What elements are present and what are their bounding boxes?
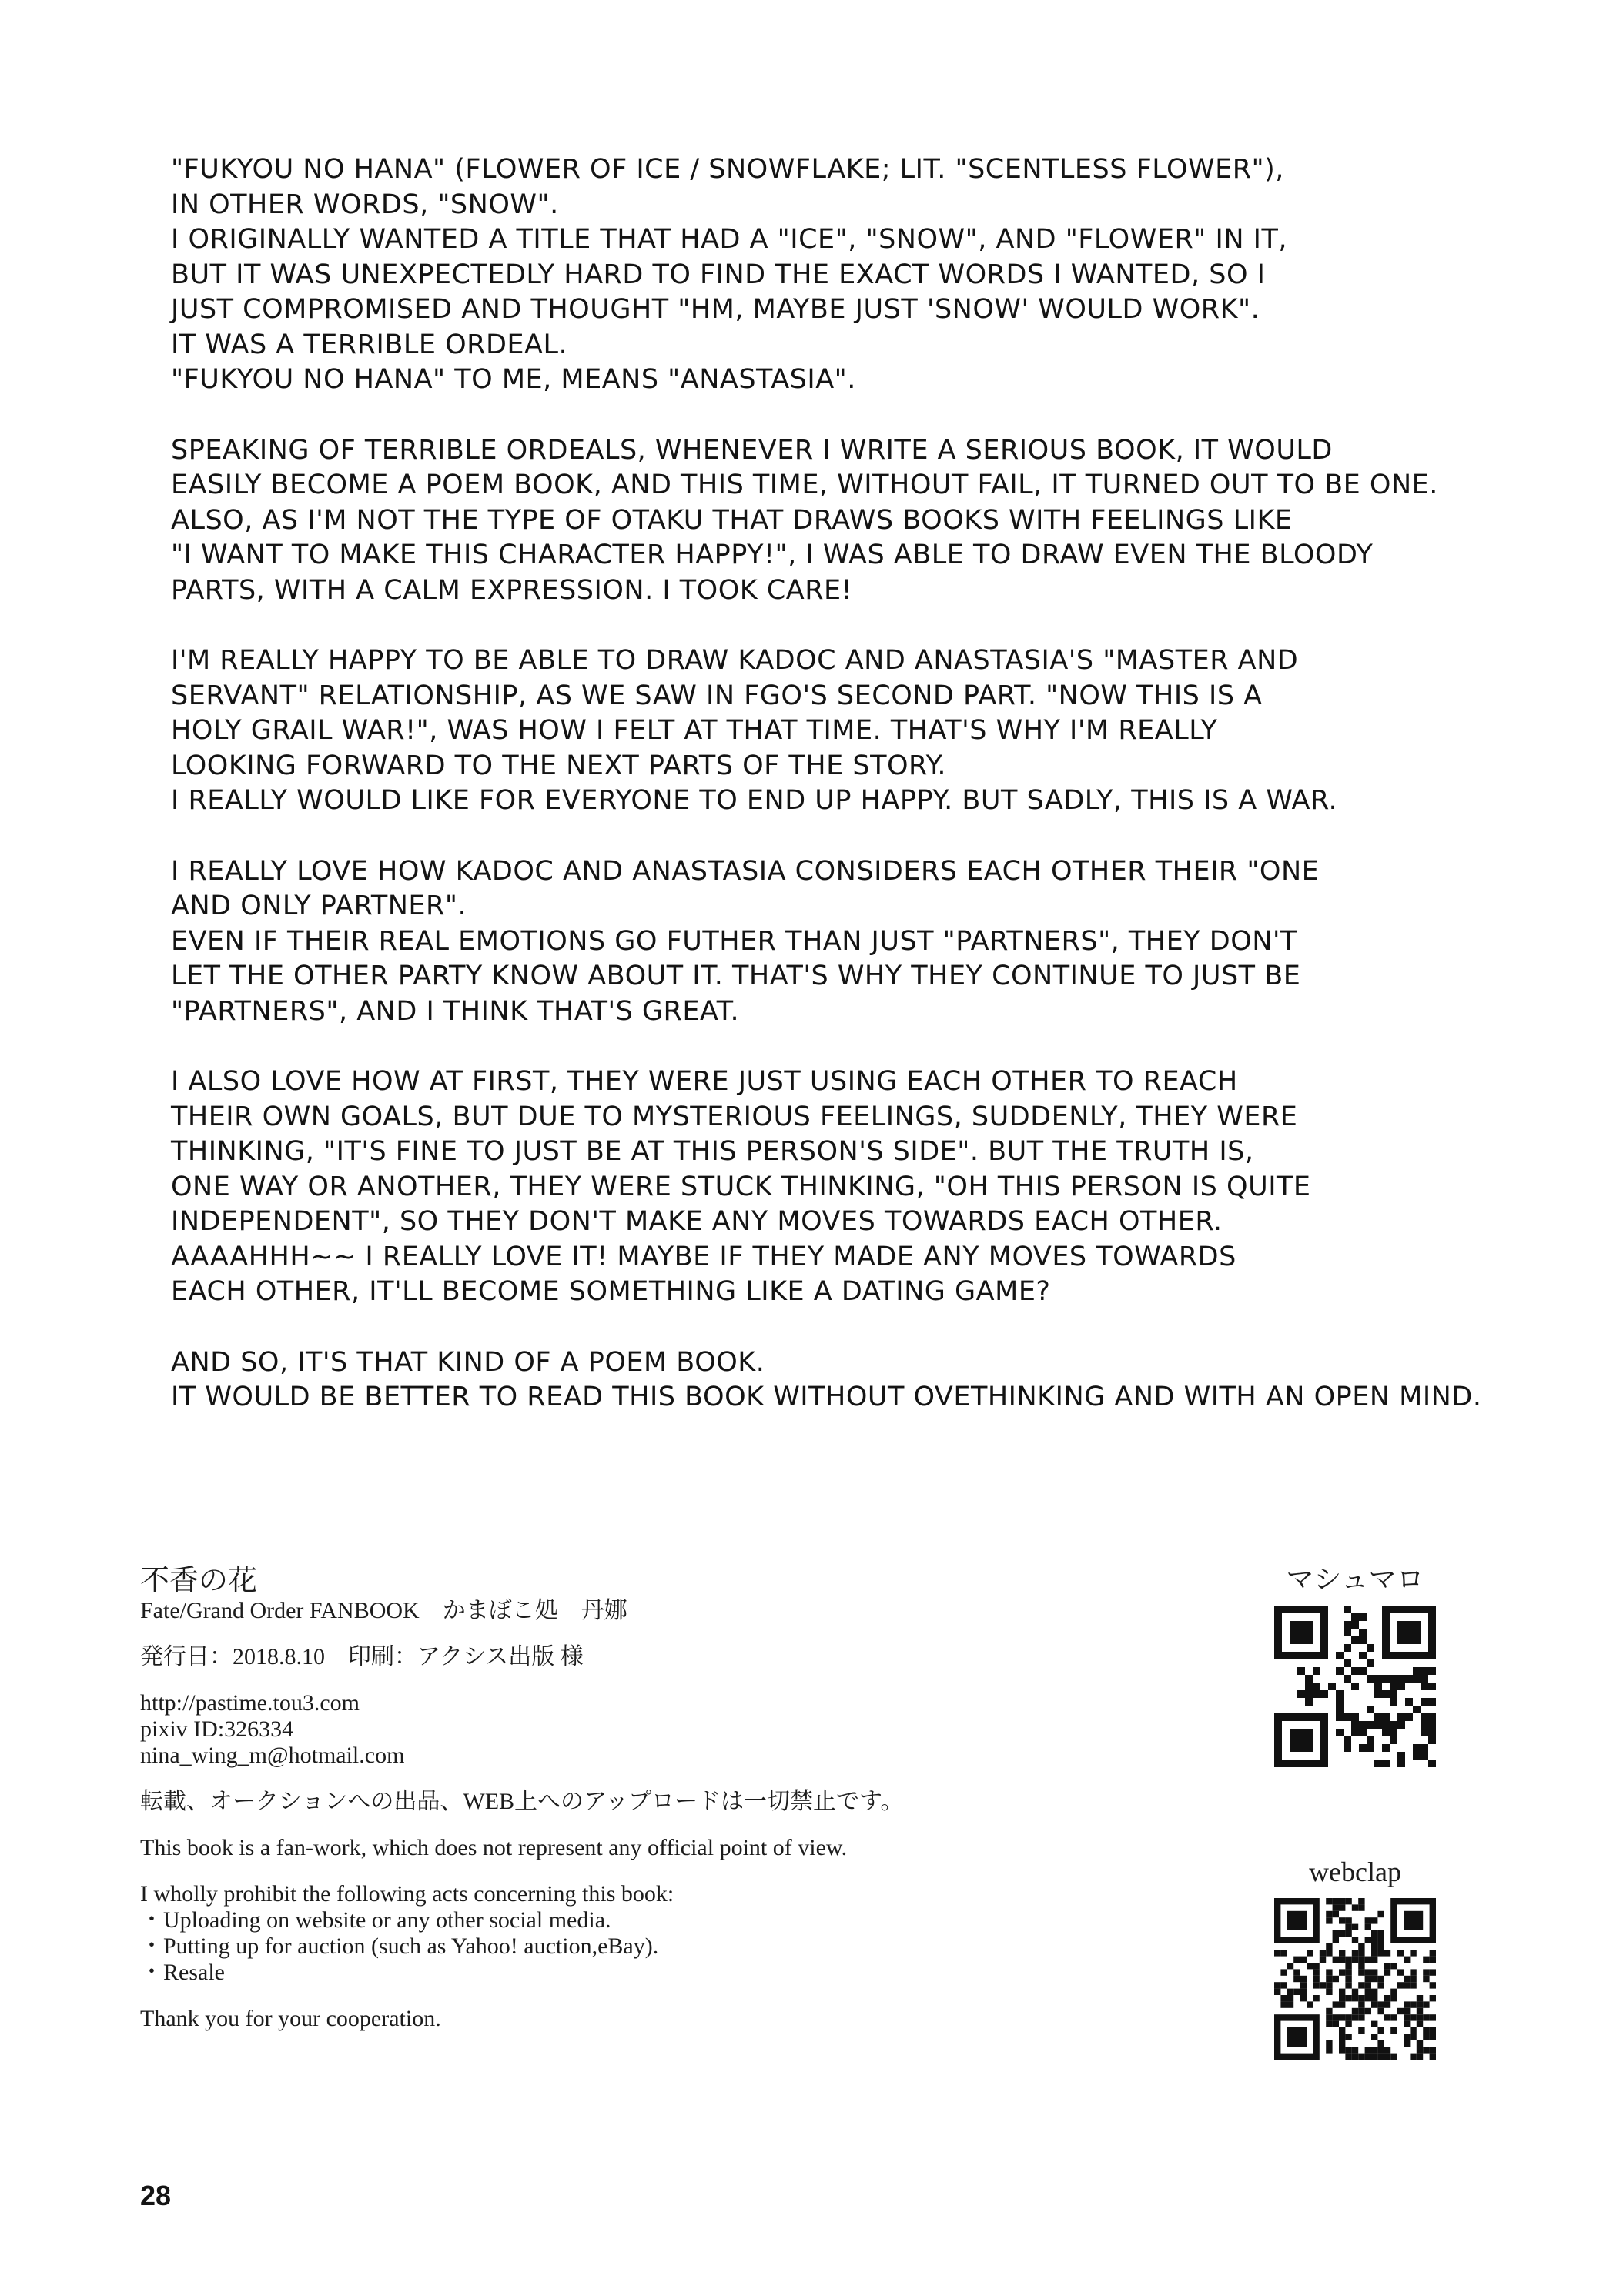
prohibit-item: ・Uploading on website or any other social media. xyxy=(140,1907,611,1933)
afterword-paragraph-4 xyxy=(171,854,1434,1030)
afterword-line: I REALLY LOVE HOW KADOC AND ANASTASIA CONSIDERS EACH OTHER THEIR "ONE xyxy=(171,855,1320,887)
afterword-line: "FUKYOU NO HANA" (FLOWER OF ICE / SNOWFLAKE; LIT. "SCENTLESS FLOWER"), xyxy=(171,154,1284,185)
afterword-line: I'M REALLY HAPPY TO BE ABLE TO DRAW KADOC AND ANASTASIA'S "MASTER AND xyxy=(171,645,1299,676)
afterword-line: LOOKING FORWARD TO THE NEXT PARTS OF THE STORY. xyxy=(171,750,947,781)
afterword-line: EACH OTHER, IT'LL BECOME SOMETHING LIKE A DATING GAME? xyxy=(171,1276,1051,1307)
thanks-block xyxy=(140,2006,1141,2032)
afterword-line: JUST COMPROMISED AND THOUGHT "HM, MAYBE JUST 'SNOW' WOULD WORK". xyxy=(171,294,1260,325)
marshmallow-label: マシュマロ xyxy=(1286,1564,1424,1595)
disclaimer-block xyxy=(140,1835,1141,1861)
colophon xyxy=(140,1564,1141,2052)
notice-jp: 転載、オークションへの出品、WEB上へのアップロードは一切禁止です。 xyxy=(140,1789,904,1814)
afterword-line: ONE WAY OR ANOTHER, THEY WERE STUCK THINKING, "OH THIS PERSON IS QUITE xyxy=(171,1171,1311,1202)
afterword-line: "FUKYOU NO HANA" TO ME, MEANS "ANASTASIA". xyxy=(171,364,856,395)
afterword-line: PARTS, WITH A CALM EXPRESSION. I TOOK CARE! xyxy=(171,574,853,606)
afterword-line: AND ONLY PARTNER". xyxy=(171,891,467,921)
afterword-line: SPEAKING OF TERRIBLE ORDEALS, WHENEVER I WRITE A SERIOUS BOOK, IT WOULD xyxy=(171,434,1333,466)
prohibition-list xyxy=(140,1881,1141,1986)
webclap-qr-code[interactable] xyxy=(1274,1898,1436,2060)
prohibit-item: ・Putting up for auction (such as Yahoo! auction,eBay). xyxy=(140,1933,659,1959)
afterword-line: INDEPENDENT", SO THEY DON'T MAKE ANY MOVES TOWARDS EACH OTHER. xyxy=(171,1206,1223,1237)
afterword-paragraph-5 xyxy=(171,1064,1434,1310)
disclaimer: This book is a fan-work, which does not represent any official point of view. xyxy=(140,1835,848,1860)
afterword-line: THEIR OWN GOALS, BUT DUE TO MYSTERIOUS FEELINGS, SUDDENLY, THEY WERE xyxy=(171,1101,1298,1132)
afterword-line: AND SO, IT'S THAT KIND OF A POEM BOOK. xyxy=(171,1346,765,1378)
afterword-paragraph-6 xyxy=(171,1345,1482,1415)
afterword-line: EVEN IF THEIR REAL EMOTIONS GO FUTHER THAN JUST "PARTNERS", THEY DON'T xyxy=(171,925,1297,957)
afterword-paragraph-2 xyxy=(171,433,1438,609)
webclap-qr-block xyxy=(1263,1857,1447,2060)
publish-info xyxy=(140,1644,1141,1670)
prohibit-heading: I wholly prohibit the following acts concerning this book: xyxy=(140,1881,674,1907)
afterword-line: I ALSO LOVE HOW AT FIRST, THEY WERE JUST USING EACH OTHER TO REACH xyxy=(171,1066,1238,1097)
pixiv-id: pixiv ID:326334 xyxy=(140,1716,294,1742)
afterword-line: BUT IT WAS UNEXPECTEDLY HARD TO FIND THE EXACT WORDS I WANTED, SO I xyxy=(171,259,1266,290)
afterword-line: THINKING, "IT'S FINE TO JUST BE AT THIS PERSON'S SIDE". BUT THE TRUTH IS, xyxy=(171,1136,1254,1167)
afterword-line: I REALLY WOULD LIKE FOR EVERYONE TO END UP HAPPY. BUT SADLY, THIS IS A WAR. xyxy=(171,785,1338,816)
afterword-line: LET THE OTHER PARTY KNOW ABOUT IT. THAT'S WHY THEY CONTINUE TO JUST BE xyxy=(171,961,1301,991)
book-title: 不香の花 xyxy=(140,1565,258,1597)
marshmallow-qr-block xyxy=(1263,1564,1447,1767)
afterword-line: IT WOULD BE BETTER TO READ THIS BOOK WITHOUT OVETHINKING AND WITH AN OPEN MIND. xyxy=(171,1382,1482,1412)
page-number: 28 xyxy=(140,2180,172,2211)
marshmallow-qr-code[interactable] xyxy=(1274,1606,1436,1767)
afterword-line: I ORIGINALLY WANTED A TITLE THAT HAD A "ICE", "SNOW", AND "FLOWER" IN IT, xyxy=(171,224,1287,255)
afterword-line: SERVANT" RELATIONSHIP, AS WE SAW IN FGO'S SECOND PART. "NOW THIS IS A xyxy=(171,680,1263,711)
prohibit-item: ・Resale xyxy=(140,1960,225,1985)
afterword-line: IT WAS A TERRIBLE ORDEAL. xyxy=(171,329,568,360)
website-url: http://pastime.tou3.com xyxy=(140,1690,360,1716)
afterword-line: ALSO, AS I'M NOT THE TYPE OF OTAKU THAT DRAWS BOOKS WITH FEELINGS LIKE xyxy=(171,504,1293,536)
afterword-line: AAAAHHH~~ I REALLY LOVE IT! MAYBE IF THEY MADE ANY MOVES TOWARDS xyxy=(171,1241,1236,1272)
afterword-line: IN OTHER WORDS, "SNOW". xyxy=(171,189,559,220)
afterword-paragraph-1 xyxy=(171,152,1434,398)
afterword-paragraph-3 xyxy=(171,643,1434,819)
afterword-line: "I WANT TO MAKE THIS CHARACTER HAPPY!", I WAS ABLE TO DRAW EVEN THE BLOODY xyxy=(171,540,1374,570)
afterword-text xyxy=(171,152,1482,1451)
thanks: Thank you for your cooperation. xyxy=(140,2006,441,2031)
afterword-line: EASILY BECOME A POEM BOOK, AND THIS TIME, WITHOUT FAIL, IT TURNED OUT TO BE ONE. xyxy=(171,470,1438,500)
contact-info xyxy=(140,1690,1141,1769)
publish-date: 発行日：2018.8.10 印刷：アクシス出版 様 xyxy=(140,1644,584,1669)
notice-jp-block xyxy=(140,1789,1141,1815)
webclap-label: webclap xyxy=(1309,1857,1401,1887)
book-subtitle: Fate/Grand Order FANBOOK かまぼこ処 丹娜 xyxy=(140,1598,627,1623)
email-address: nina_wing_m@hotmail.com xyxy=(140,1743,405,1768)
colophon-title-block xyxy=(140,1564,1141,1624)
afterword-line: "PARTNERS", AND I THINK THAT'S GREAT. xyxy=(171,995,740,1027)
afterword-line: HOLY GRAIL WAR!", WAS HOW I FELT AT THAT TIME. THAT'S WHY I'M REALLY xyxy=(171,715,1218,746)
